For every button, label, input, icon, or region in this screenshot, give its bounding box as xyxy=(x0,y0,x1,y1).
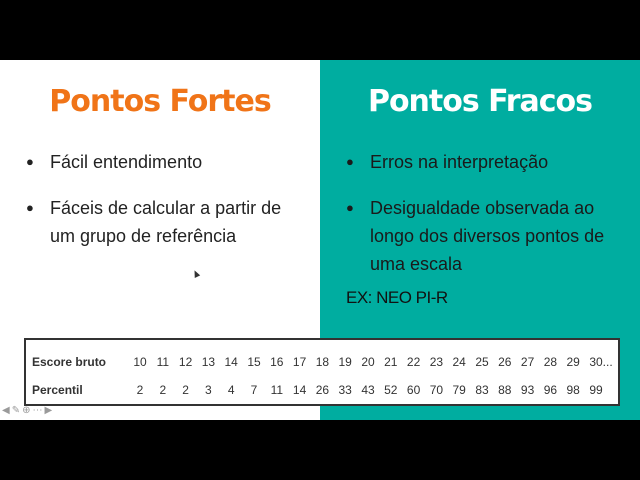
percentile-cell: 7 xyxy=(250,383,258,397)
example-text: EX: NEO PI-R xyxy=(346,288,448,307)
percentile-cell: 43 xyxy=(361,383,375,397)
score-cell: 15 xyxy=(247,355,261,369)
strength-item: ● Fáceis de calcular a partir de um grupo de referência xyxy=(26,194,296,250)
pen-icon[interactable]: ✎ xyxy=(11,405,21,416)
score-table xyxy=(24,338,620,406)
zoom-icon[interactable]: ⊕ xyxy=(22,405,31,416)
strengths-title: Pontos Fortes xyxy=(49,84,271,119)
score-cell: 25 xyxy=(475,355,489,369)
percentile-cell: 60 xyxy=(406,383,421,397)
score-cell: 24 xyxy=(452,355,466,369)
percentile-cell: 3 xyxy=(205,383,212,397)
score-cell: 22 xyxy=(406,355,421,369)
percentile-cell: 99 xyxy=(589,383,603,397)
strength-item: ● Fácil entendimento xyxy=(26,148,296,176)
score-cell: 14 xyxy=(224,355,238,369)
percentile-row-label: Percentil xyxy=(32,383,83,397)
percentile-cell: 4 xyxy=(227,383,235,397)
score-cell: 29 xyxy=(566,355,580,369)
percentile-cell: 70 xyxy=(429,383,444,397)
score-cell: 20 xyxy=(361,355,375,369)
percentile-cell: 14 xyxy=(292,383,307,397)
percentile-cell: 2 xyxy=(182,383,189,397)
mouse-cursor-icon xyxy=(192,269,200,278)
score-cell: 13 xyxy=(201,355,216,369)
score-cell: 19 xyxy=(338,355,352,369)
strengths-list xyxy=(26,148,296,268)
percentile-cell: 98 xyxy=(566,383,580,397)
percentile-cell: 52 xyxy=(384,383,398,397)
percentile-cell: 79 xyxy=(452,383,466,397)
score-cell: 28 xyxy=(543,355,558,369)
score-cell: 26 xyxy=(498,355,512,369)
percentile-cell: 26 xyxy=(315,383,330,397)
score-cell: 30... xyxy=(589,355,613,369)
score-cell: 11 xyxy=(156,355,170,369)
percentile-cell: 33 xyxy=(338,383,352,397)
score-cell: 27 xyxy=(520,355,535,369)
percentile-cell: 88 xyxy=(498,383,512,397)
score-cell: 16 xyxy=(270,355,284,369)
weakness-item: ● Desigualdade observada ao longo dos diversos pontos de uma escala xyxy=(346,194,616,278)
score-cell: 18 xyxy=(315,355,330,369)
menu-icon[interactable]: ⋯ xyxy=(32,405,43,416)
percentile-cell: 93 xyxy=(520,383,535,397)
percentile-cell: 2 xyxy=(136,383,144,397)
weaknesses-title: Pontos Fracos xyxy=(367,84,593,119)
weakness-item: ● Erros na interpretação xyxy=(346,148,616,176)
slide xyxy=(0,60,640,420)
percentile-cell: 2 xyxy=(159,383,167,397)
score-row xyxy=(26,352,622,372)
weaknesses-list xyxy=(346,148,616,296)
slide-nav-toolbar xyxy=(2,404,52,418)
percentile-cell: 83 xyxy=(475,383,489,397)
score-cell: 21 xyxy=(384,355,398,369)
score-cell: 10 xyxy=(133,355,147,369)
percentile-row xyxy=(26,380,622,400)
percentile-cell: 11 xyxy=(270,383,284,397)
score-row-label: Escore bruto xyxy=(32,355,107,369)
arrow-right-icon[interactable]: ▶ xyxy=(44,405,53,416)
score-cell: 17 xyxy=(292,355,307,369)
percentile-cell: 96 xyxy=(543,383,558,397)
arrow-left-icon[interactable]: ◀ xyxy=(2,405,10,416)
score-cell: 23 xyxy=(429,355,444,369)
score-cell: 12 xyxy=(178,355,193,369)
